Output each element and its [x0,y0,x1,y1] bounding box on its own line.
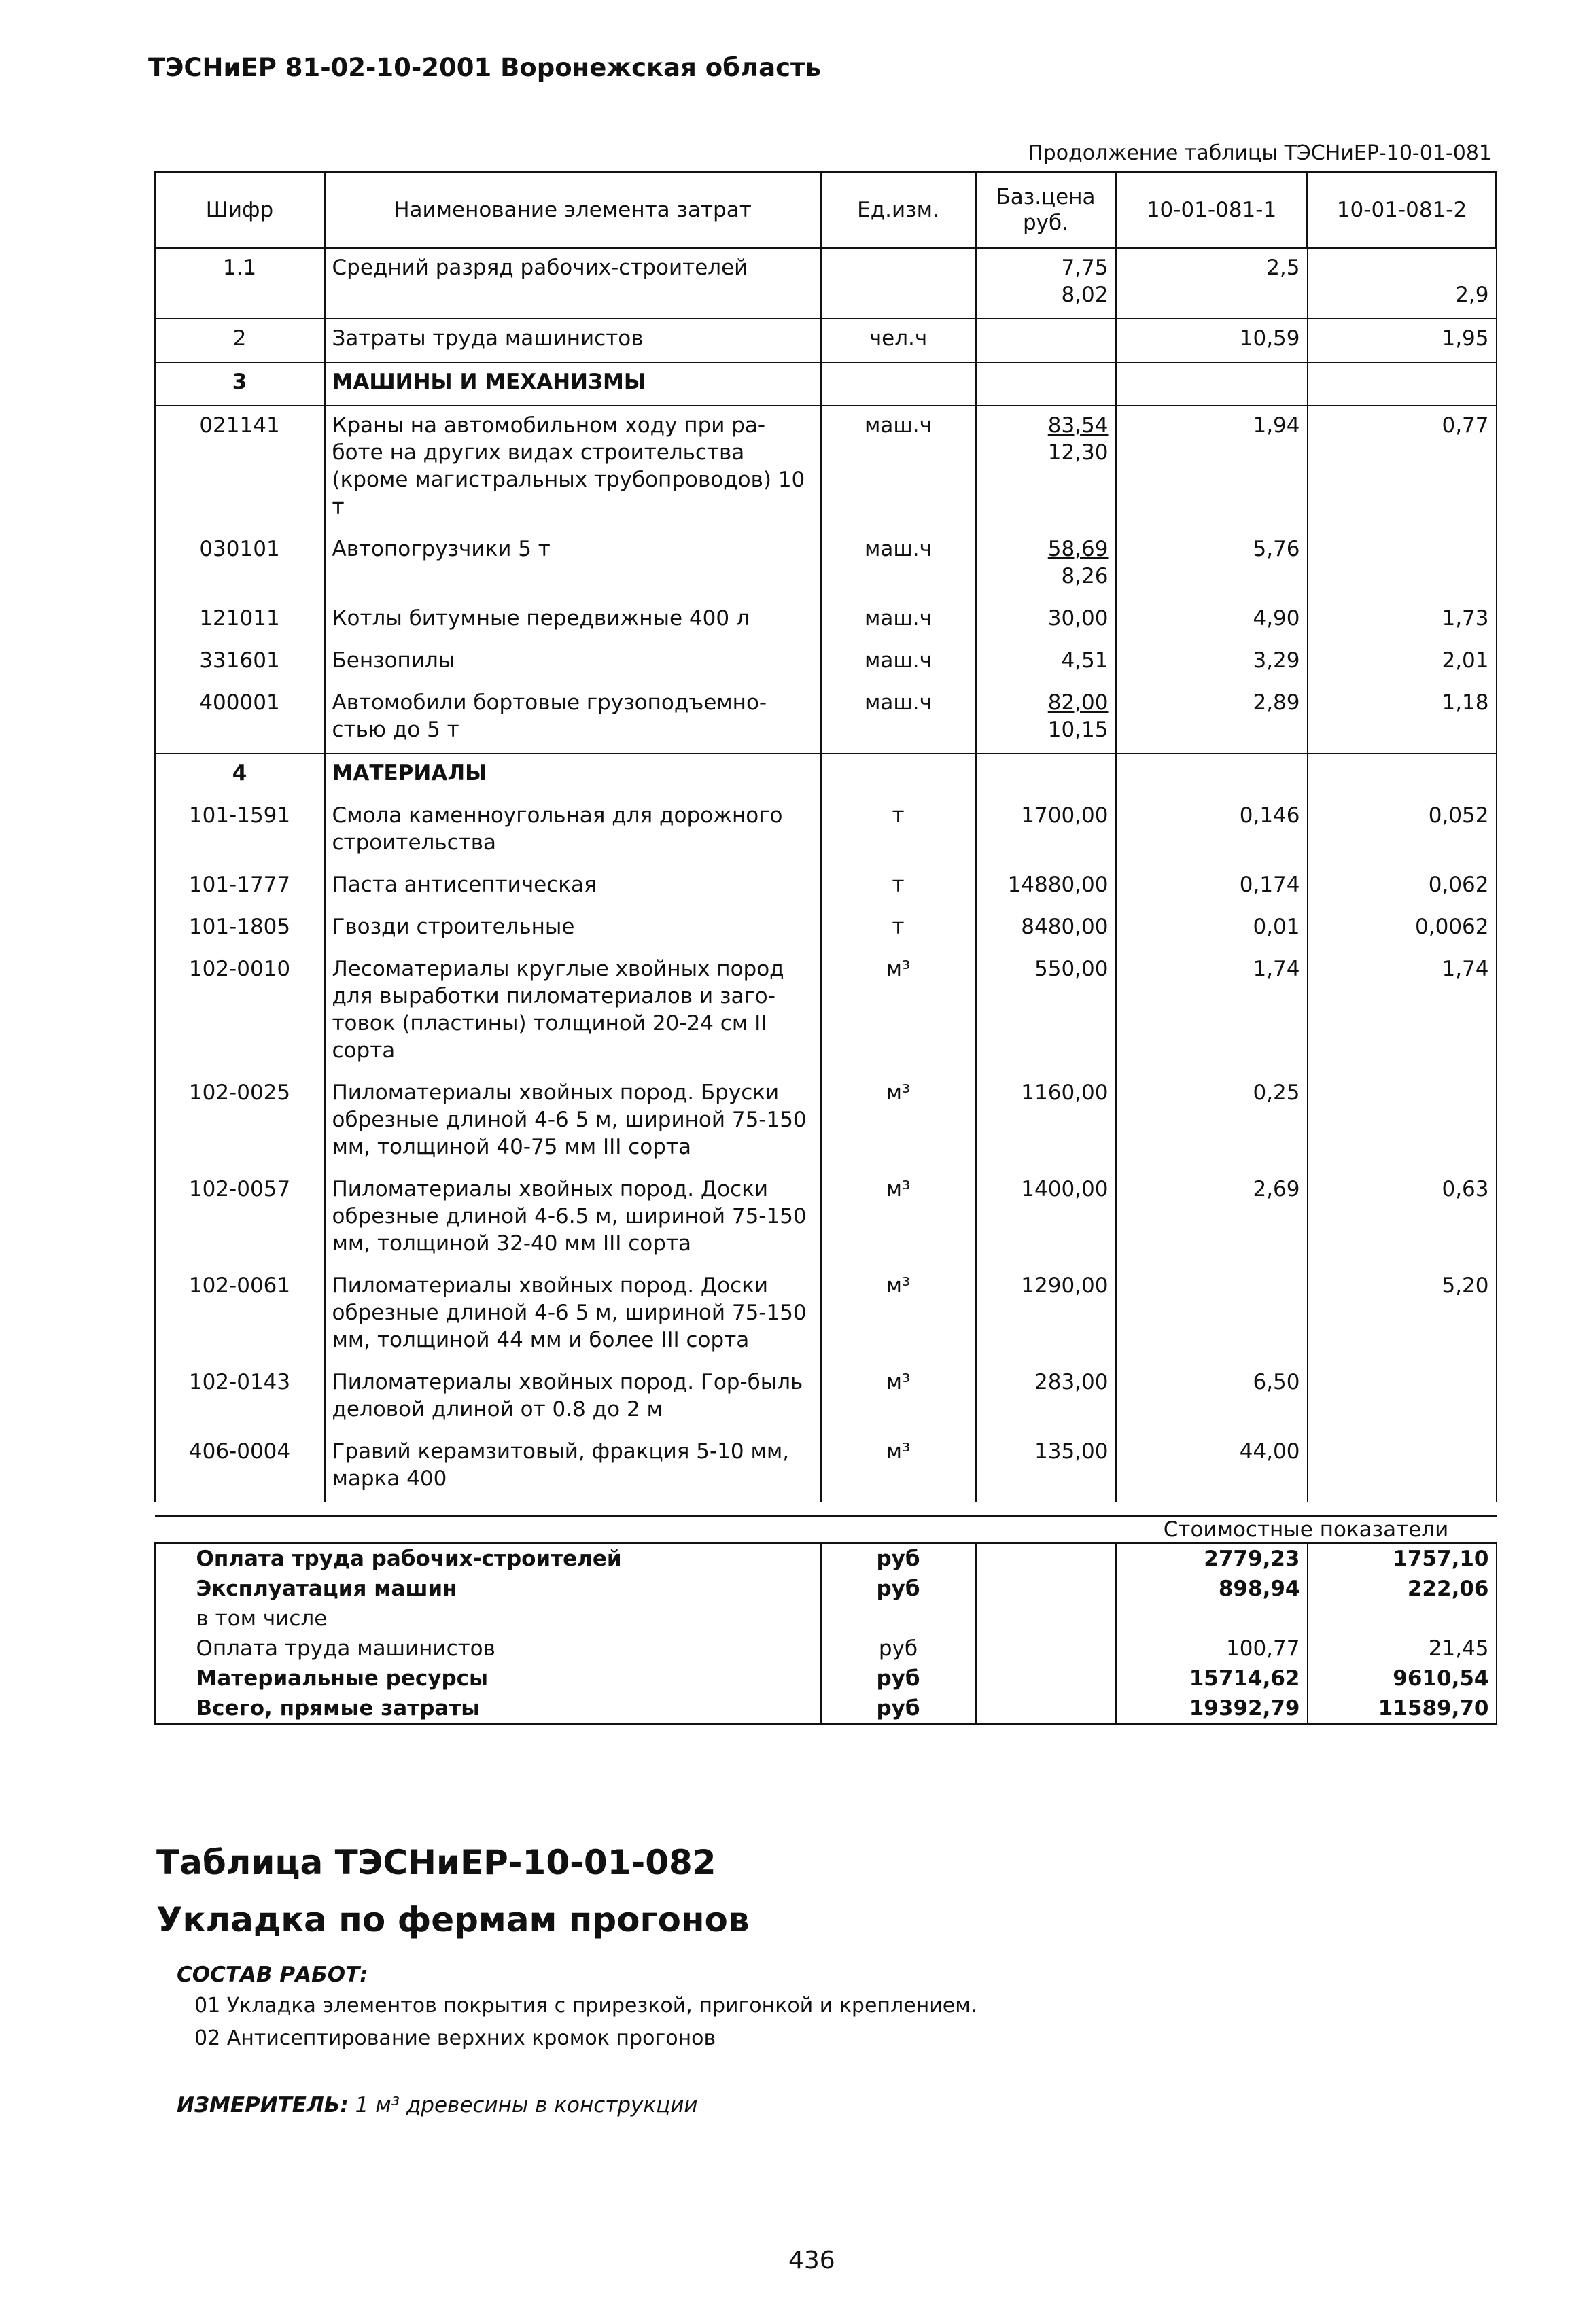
row-code: 030101 [155,530,325,599]
row-price [976,1170,1116,1267]
price-value: 283,00 [1034,1370,1109,1394]
row-value-1: 0,146 [1116,796,1308,866]
price-value: 1400,00 [1021,1177,1109,1201]
row-value-2: 1,95 [1308,319,1497,362]
row-code: 021141 [155,406,325,530]
row-code: 102-0061 [155,1267,325,1363]
row-name: Средний разряд рабочих-строителей [325,248,821,319]
total-price-empty [976,1693,1116,1725]
machinist-wage-value: 10,15 [1047,718,1109,742]
row-price [976,248,1116,319]
row-unit: м³ [821,950,976,1074]
total-row [155,1663,1497,1693]
row-value-2: 1,18 [1308,684,1497,754]
row-value-2 [1308,1363,1497,1432]
cost-header: Стоимостные показатели [1116,1517,1497,1543]
row-price [976,1432,1116,1502]
row-value-2: 2,01 [1308,641,1497,684]
column-header-code: Шифр [155,173,325,248]
row-value-2 [1308,1432,1497,1502]
row-value-1 [1116,1267,1308,1363]
row-code: 2 [155,319,325,362]
price-value: 1160,00 [1021,1080,1109,1105]
totals-body [155,1543,1497,1725]
meter-line [177,2093,698,2117]
total-unit: руб [821,1574,976,1604]
next-table-title: Таблица ТЭСНиЕР-10-01-082 [156,1843,716,1882]
row-code: 101-1777 [155,866,325,908]
row-price [976,319,1116,362]
total-label: Всего, прямые затраты [155,1693,821,1725]
next-table-subtitle: Укладка по фермам прогонов [156,1900,750,1939]
row-name: Бензопилы [325,641,821,684]
total-label: Оплата труда рабочих-строителей [155,1543,821,1574]
row-name: Лесоматериалы круглые хвойных пород для выработки пиломатериалов и заго-товок (пластины) толщиной 20-24 см II сорта [325,950,821,1074]
total-row [155,1604,1497,1634]
row-unit: м³ [821,1267,976,1363]
table-row [155,908,1497,950]
row-code: 406-0004 [155,1432,325,1502]
column-header-variant-2: 10-01-081-2 [1308,173,1497,248]
total-unit: руб [821,1634,976,1663]
row-unit: м³ [821,1363,976,1432]
work-item: 02 Антисептирование верхних кромок прогонов [194,2026,716,2050]
row-name: Пиломатериалы хвойных пород. Бруски обрезные длиной 4-6 5 м, шириной 75-150 мм, толщиной 40-75 мм III сорта [325,1074,821,1170]
row-price [976,641,1116,684]
table-row [155,950,1497,1074]
row-name: Пиломатериалы хвойных пород. Доски обрезные длиной 4-6.5 м, шириной 75-150 мм, толщиной 32-40 мм III сорта [325,1170,821,1267]
column-header-variant-1: 10-01-081-1 [1116,173,1308,248]
row-name: Гвозди строительные [325,908,821,950]
total-value-2: 21,45 [1308,1634,1497,1663]
cost-section [155,1502,1497,1543]
total-unit: руб [821,1543,976,1574]
total-value-2: 222,06 [1308,1574,1497,1604]
total-unit [821,1604,976,1634]
section-row [155,754,1497,796]
row-unit: т [821,908,976,950]
table-row [155,1170,1497,1267]
row-value-1: 5,76 [1116,530,1308,599]
total-row [155,1574,1497,1604]
row-value-2 [1308,362,1497,406]
row-unit: м³ [821,1074,976,1170]
row-value-1: 2,5 [1116,248,1308,319]
row-value-2: 0,77 [1308,406,1497,530]
row-code: 4 [155,754,325,796]
row-name: Пиломатериалы хвойных пород. Гор-быль деловой длиной от 0.8 до 2 м [325,1363,821,1432]
table-row [155,866,1497,908]
row-price [976,599,1116,641]
row-code: 331601 [155,641,325,684]
row-value-1: 6,50 [1116,1363,1308,1432]
row-name: Смола каменноугольная для дорожного строительства [325,796,821,866]
table-row [155,641,1497,684]
row-code: 101-1805 [155,908,325,950]
row-price [976,950,1116,1074]
column-header-price: Баз.цена руб. [976,173,1116,248]
row-name: Краны на автомобильном ходу при ра-боте на других видах строительства (кроме магистральных трубопроводов) 10 т [325,406,821,530]
price-value: 83,54 [1047,413,1109,438]
total-price-empty [976,1604,1116,1634]
row-name: МАШИНЫ И МЕХАНИЗМЫ [325,362,821,406]
total-value-1: 898,94 [1116,1574,1308,1604]
table-row [155,248,1497,319]
price-value: 82,00 [1047,690,1109,715]
row-code: 102-0057 [155,1170,325,1267]
column-header-unit: Ед.изм. [821,173,976,248]
row-value-1: 3,29 [1116,641,1308,684]
row-code: 102-0025 [155,1074,325,1170]
row-price [976,754,1116,796]
table-row [155,599,1497,641]
price-value-secondary: 8,02 [1061,283,1109,307]
composition-label: СОСТАВ РАБОТ: [177,1962,368,1987]
table-row [155,530,1497,599]
row-value-2 [1308,754,1497,796]
total-label: Материальные ресурсы [155,1663,821,1693]
row-unit: т [821,866,976,908]
row-unit: маш.ч [821,684,976,754]
machinist-wage-value: 12,30 [1047,440,1109,465]
row-value-2: 0,062 [1308,866,1497,908]
total-value-1: 15714,62 [1116,1663,1308,1693]
price-value: 8480,00 [1021,915,1109,939]
price-value: 7,75 [1061,256,1109,280]
total-value-2: 1757,10 [1308,1543,1497,1574]
row-price [976,1074,1116,1170]
row-value-1: 2,89 [1116,684,1308,754]
row-value-1: 1,74 [1116,950,1308,1074]
row-unit: т [821,796,976,866]
price-value: 58,69 [1047,537,1109,561]
row-unit: маш.ч [821,406,976,530]
row-price [976,1267,1116,1363]
total-label: Эксплуатация машин [155,1574,821,1604]
row-value-1 [1116,754,1308,796]
row-price [976,1363,1116,1432]
total-value-1: 100,77 [1116,1634,1308,1663]
row-name: Котлы битумные передвижные 400 л [325,599,821,641]
row-unit: м³ [821,1432,976,1502]
page-number: 436 [788,2247,835,2274]
row-value-1: 0,25 [1116,1074,1308,1170]
resource-table [154,171,1497,1725]
row-unit: маш.ч [821,599,976,641]
table-header-row [155,173,1497,248]
row-value-1: 4,90 [1116,599,1308,641]
total-value-1 [1116,1604,1308,1634]
row-code: 102-0010 [155,950,325,1074]
table-row [155,406,1497,530]
total-value-1: 19392,79 [1116,1693,1308,1725]
total-price-empty [976,1543,1116,1574]
total-price-empty [976,1663,1116,1693]
row-value-1 [1116,362,1308,406]
row-value-2: 0,0062 [1308,908,1497,950]
row-name: Затраты труда машинистов [325,319,821,362]
table-row [155,1267,1497,1363]
row-code: 1.1 [155,248,325,319]
table-continuation-caption: Продолжение таблицы ТЭСНиЕР-10-01-081 [1028,141,1492,165]
machinist-wage-value: 8,26 [1061,564,1109,588]
row-value-2: 1,73 [1308,599,1497,641]
row-code: 101-1591 [155,796,325,866]
total-row [155,1693,1497,1725]
total-price-empty [976,1634,1116,1663]
row-unit [821,362,976,406]
row-value-1: 0,174 [1116,866,1308,908]
row-value-1: 2,69 [1116,1170,1308,1267]
row-unit: маш.ч [821,641,976,684]
price-value: 550,00 [1034,957,1109,981]
row-value-1: 44,00 [1116,1432,1308,1502]
row-price [976,530,1116,599]
cost-header-row [155,1517,1497,1543]
row-name: Гравий керамзитовый, фракция 5-10 мм, марка 400 [325,1432,821,1502]
row-value-1: 10,59 [1116,319,1308,362]
row-price [976,866,1116,908]
price-value: 135,00 [1034,1439,1109,1464]
row-value-1: 1,94 [1116,406,1308,530]
section-row [155,362,1497,406]
total-unit: руб [821,1663,976,1693]
total-value-2: 9610,54 [1308,1663,1497,1693]
row-name: Автопогрузчики 5 т [325,530,821,599]
total-value-1: 2779,23 [1116,1543,1308,1574]
row-price [976,796,1116,866]
row-name: Паста антисептическая [325,866,821,908]
total-label: Оплата труда машинистов [155,1634,821,1663]
row-price [976,362,1116,406]
meter-label: ИЗМЕРИТЕЛЬ: [177,2093,349,2117]
row-code: 121011 [155,599,325,641]
total-unit: руб [821,1693,976,1725]
row-value-2 [1308,1074,1497,1170]
row-value-2: 1,74 [1308,950,1497,1074]
price-value: 1290,00 [1021,1273,1109,1298]
table-row [155,319,1497,362]
document-header: ТЭСНиЕР 81-02-10-2001 Воронежская область [148,53,821,82]
row-code: 3 [155,362,325,406]
total-price-empty [976,1574,1116,1604]
row-value-2: 2,9 [1308,248,1497,319]
total-row [155,1543,1497,1574]
total-value-2 [1308,1604,1497,1634]
price-value: 14880,00 [1007,873,1109,897]
row-value-2: 5,20 [1308,1267,1497,1363]
price-value: 30,00 [1047,606,1109,631]
price-value: 1700,00 [1021,803,1109,828]
row-unit [821,248,976,319]
column-header-name: Наименование элемента затрат [325,173,821,248]
row-unit [821,754,976,796]
work-item: 01 Укладка элементов покрытия с прирезкой, пригонкой и креплением. [194,1994,977,2018]
row-unit: маш.ч [821,530,976,599]
row-price [976,908,1116,950]
table-row [155,684,1497,754]
meter-value: 1 м³ древесины в конструкции [355,2093,698,2117]
row-unit: чел.ч [821,319,976,362]
total-value-2: 11589,70 [1308,1693,1497,1725]
table-row [155,1363,1497,1432]
row-price [976,684,1116,754]
row-value-1: 0,01 [1116,908,1308,950]
table-body [155,248,1497,1502]
total-row [155,1634,1497,1663]
table-row [155,796,1497,866]
row-name: Пиломатериалы хвойных пород. Доски обрезные длиной 4-6 5 м, шириной 75-150 мм, толщиной 44 мм и более III сорта [325,1267,821,1363]
row-value-2: 0,63 [1308,1170,1497,1267]
price-value: 4,51 [1061,648,1109,673]
table-row [155,1432,1497,1502]
row-code: 400001 [155,684,325,754]
row-name: МАТЕРИАЛЫ [325,754,821,796]
row-value-2: 0,052 [1308,796,1497,866]
row-unit: м³ [821,1170,976,1267]
row-name: Автомобили бортовые грузоподъемно-стью до 5 т [325,684,821,754]
row-value-2 [1308,530,1497,599]
row-code: 102-0143 [155,1363,325,1432]
table-row [155,1074,1497,1170]
row-price [976,406,1116,530]
total-label: в том числе [155,1604,821,1634]
